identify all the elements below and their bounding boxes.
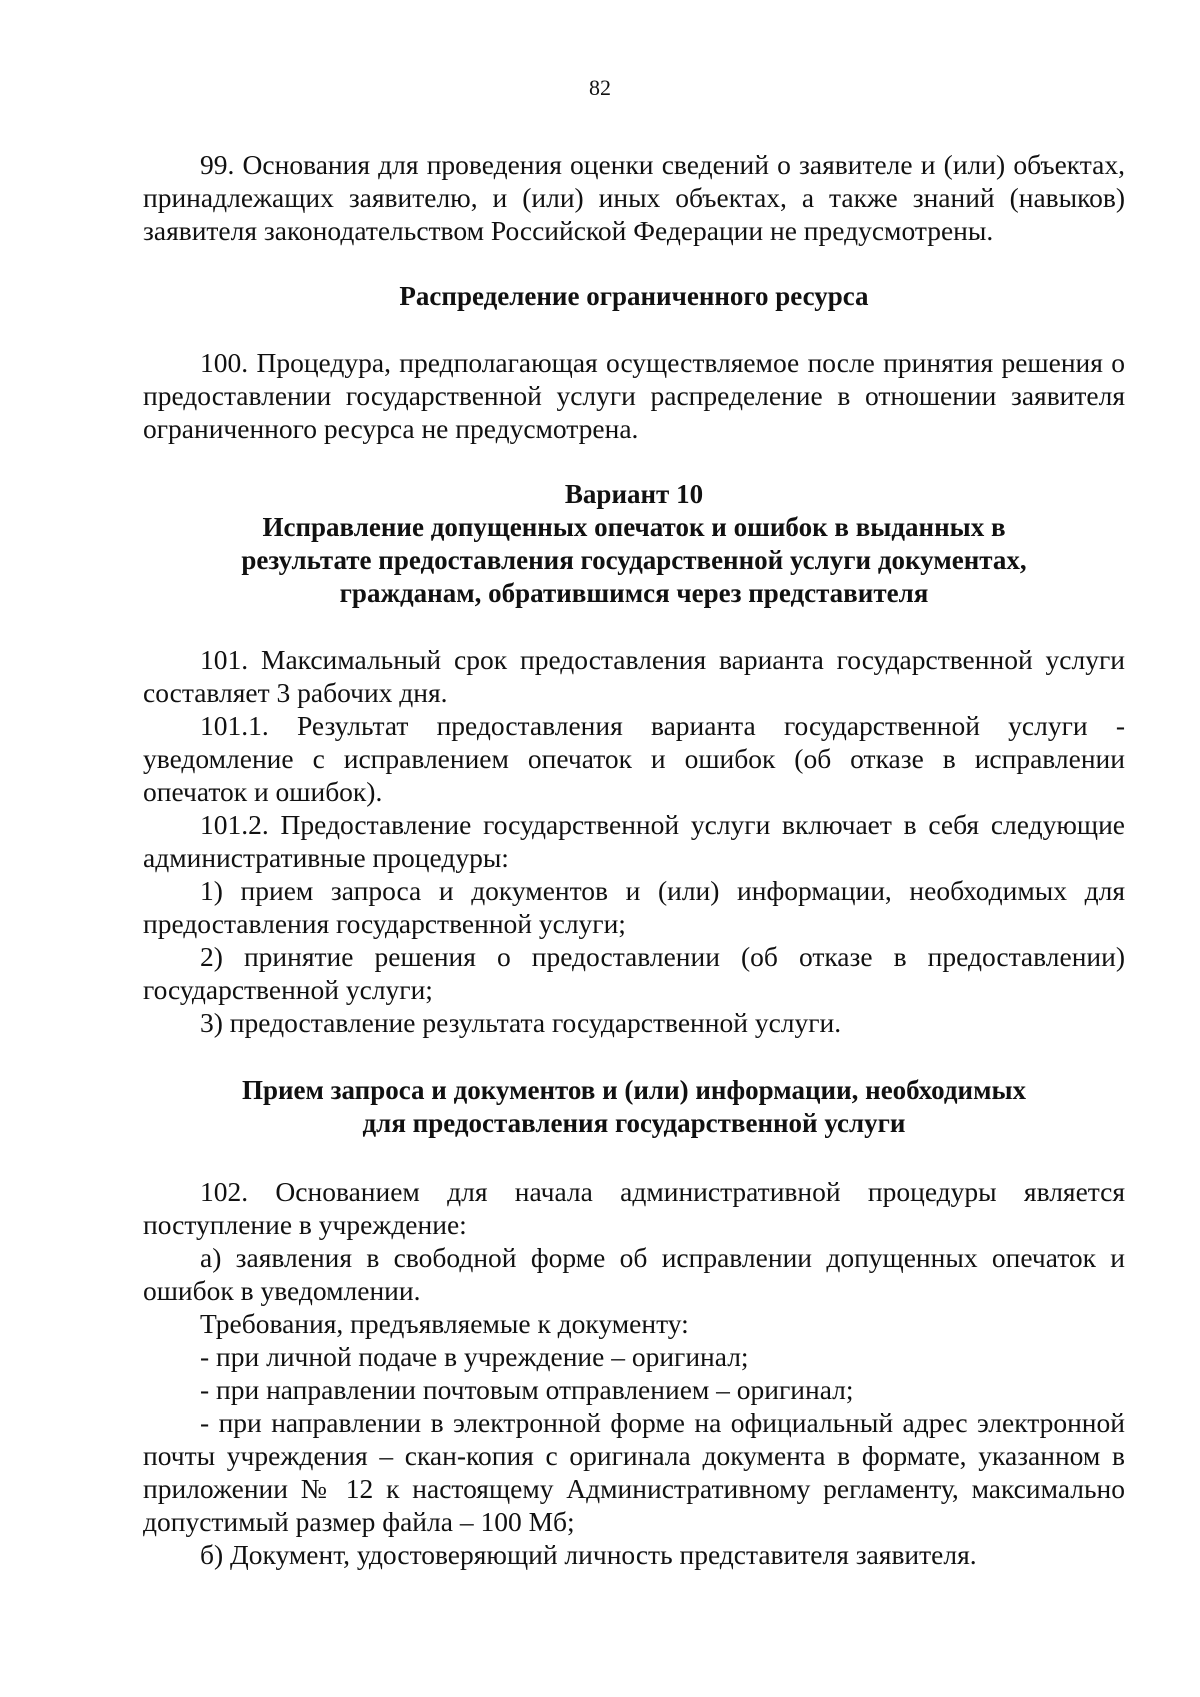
paragraph-99: 99. Основания для проведения оценки сведений о заявителе и (или) объектах, принадлежащих заявителю, и (или) иных объектах, а также знаний (навыков) заявителя законодательством Российской Федерации не предусмотрены.	[143, 149, 1125, 246]
list-item-procedure-3: 3) предоставление результата государственной услуги.	[200, 1007, 842, 1038]
paragraph-100: 100. Процедура, предполагающая осуществляемое после принятия решения о предоставлении государственной услуги распределение в отношении заявителя ограниченного ресурса не предусмотрена.	[143, 347, 1125, 444]
page-number: 82	[589, 75, 611, 100]
paragraph-101: 101. Максимальный срок предоставления варианта государственной услуги составляет 3 рабочих дня.	[143, 644, 1125, 708]
list-item-procedure-2: 2) принятие решения о предоставлении (об отказе в предоставлении) государственной услуги;	[143, 941, 1125, 1005]
heading-variant-subtitle-line1: Исправление допущенных опечаток и ошибок в выданных в	[262, 512, 1006, 542]
heading-request-intake-line2: для предоставления государственной услуги	[362, 1108, 906, 1138]
heading-resource-distribution: Распределение ограниченного ресурса	[399, 281, 869, 311]
requirement-in-person: - при личной подаче в учреждение – оригинал;	[200, 1341, 749, 1372]
list-item-102-b: б) Документ, удостоверяющий личность представителя заявителя.	[200, 1539, 977, 1570]
requirement-electronic: - при направлении в электронной форме на официальный адрес электронной почты учреждения – скан-копия с оригинала документа в формате, указанном в приложении № 12 к настоящему Административному регламенту, максимально допустимый размер файла – 100 Мб;	[143, 1407, 1125, 1537]
heading-variant-subtitle-line3: гражданам, обратившимся через представителя	[339, 578, 929, 608]
paragraph-101-1: 101.1. Результат предоставления варианта государственной услуги - уведомление с исправлением опечаток и ошибок (об отказе в исправлении опечаток и ошибок).	[143, 710, 1125, 807]
heading-variant-10	[143, 478, 1125, 610]
list-item-procedure-1: 1) прием запроса и документов и (или) информации, необходимых для предоставления государственной услуги;	[143, 875, 1125, 939]
heading-variant-title: Вариант 10	[564, 479, 704, 509]
heading-variant-subtitle-line2: результате предоставления государственной услуги документах,	[241, 545, 1027, 575]
paragraph-102: 102. Основанием для начала административной процедуры является поступление в учреждение:	[143, 1176, 1125, 1240]
requirements-intro: Требования, предъявляемые к документу:	[200, 1308, 689, 1339]
document-body	[143, 148, 1125, 1571]
list-item-102-a: а) заявления в свободной форме об исправлении допущенных опечаток и ошибок в уведомлении.	[143, 1242, 1125, 1306]
paragraph-101-2: 101.2. Предоставление государственной услуги включает в себя следующие административные процедуры:	[143, 809, 1125, 873]
heading-request-intake-line1: Прием запроса и документов и (или) информации, необходимых	[241, 1075, 1027, 1105]
requirement-by-post: - при направлении почтовым отправлением – оригинал;	[200, 1374, 854, 1405]
heading-request-intake	[143, 1074, 1125, 1140]
